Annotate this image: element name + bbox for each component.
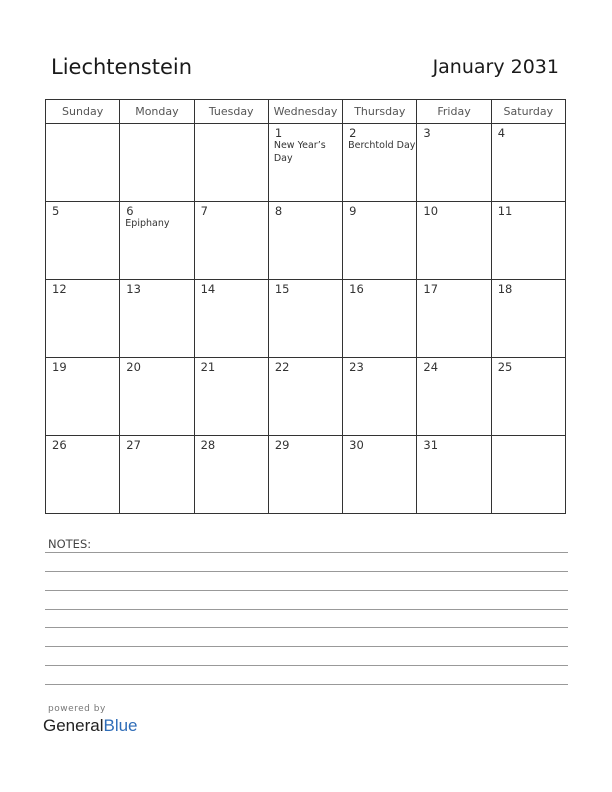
day-number: 8	[274, 204, 283, 218]
day-cell	[343, 124, 417, 202]
day-cell	[491, 280, 565, 358]
day-number: 22	[274, 360, 290, 374]
holiday-label: Epiphany	[125, 218, 170, 229]
calendar-country-title: Liechtenstein	[51, 55, 193, 79]
day-number: 5	[52, 204, 60, 218]
day-cell	[417, 436, 491, 514]
day-cell	[46, 280, 120, 358]
day-number: 19	[52, 360, 67, 374]
logo-blue-text: Blue	[103, 716, 138, 735]
week-row	[46, 202, 566, 280]
day-cell	[417, 280, 491, 358]
day-cell	[491, 202, 565, 280]
day-number: 16	[349, 282, 364, 296]
day-cell	[46, 202, 120, 280]
notes-label: NOTES:	[48, 537, 92, 551]
weekday-header: Saturday	[491, 100, 565, 124]
notes-line	[45, 646, 568, 647]
weekday-header: Sunday	[46, 100, 120, 124]
day-cell	[46, 436, 120, 514]
day-number: 23	[349, 360, 364, 374]
notes-line	[45, 571, 568, 572]
day-cell	[120, 358, 194, 436]
day-cell	[268, 358, 342, 436]
day-cell	[194, 202, 268, 280]
day-number: 21	[200, 360, 216, 374]
notes-line	[45, 609, 568, 610]
day-cell	[417, 202, 491, 280]
day-cell	[343, 202, 417, 280]
holiday-label: Berchtold Day	[348, 140, 416, 151]
day-number: 9	[349, 204, 357, 218]
weekday-header: Thursday	[343, 100, 417, 124]
day-number: 25	[497, 360, 513, 374]
day-number: 12	[52, 282, 67, 296]
day-number: 27	[126, 438, 141, 452]
day-number: 1	[274, 126, 283, 140]
day-cell	[343, 358, 417, 436]
day-cell	[268, 436, 342, 514]
day-number: 7	[200, 204, 208, 218]
day-number: 6	[126, 204, 134, 218]
day-number: 31	[423, 438, 439, 452]
weekday-header: Friday	[417, 100, 491, 124]
day-number: 20	[126, 360, 141, 374]
day-number: 15	[274, 282, 290, 296]
day-cell	[417, 124, 491, 202]
week-row	[46, 436, 566, 514]
day-cell	[46, 124, 120, 202]
day-cell	[491, 358, 565, 436]
day-cell	[120, 280, 194, 358]
day-cell	[194, 124, 268, 202]
day-cell	[343, 436, 417, 514]
notes-line	[45, 590, 568, 591]
day-number: 10	[423, 204, 439, 218]
day-number: 17	[423, 282, 439, 296]
day-number: 26	[52, 438, 67, 452]
day-cell	[343, 280, 417, 358]
notes-line	[45, 627, 568, 628]
calendar-month-title: January 2031	[432, 56, 559, 78]
day-cell	[120, 202, 194, 280]
notes-line	[45, 684, 568, 685]
powered-by-text: powered by	[48, 704, 106, 714]
day-number: 14	[200, 282, 216, 296]
day-number: 4	[497, 126, 506, 140]
week-row	[46, 124, 566, 202]
day-cell	[194, 436, 268, 514]
day-number: 11	[497, 204, 513, 218]
day-cell	[120, 124, 194, 202]
day-number: 18	[497, 282, 513, 296]
day-cell	[268, 202, 342, 280]
notes-line	[45, 665, 568, 666]
week-row	[46, 358, 566, 436]
day-cell	[268, 280, 342, 358]
day-cell	[194, 358, 268, 436]
week-row	[46, 280, 566, 358]
day-cell	[268, 124, 342, 202]
day-number: 3	[423, 126, 431, 140]
holiday-label: New Year’s Day	[273, 140, 326, 164]
day-cell	[417, 358, 491, 436]
day-cell	[194, 280, 268, 358]
day-number: 29	[274, 438, 290, 452]
generalblue-logo[interactable]	[43, 716, 138, 736]
day-number: 30	[349, 438, 364, 452]
day-number: 24	[423, 360, 439, 374]
day-cell	[46, 358, 120, 436]
weekday-header: Wednesday	[268, 100, 342, 124]
day-cell	[491, 124, 565, 202]
weekday-header: Monday	[120, 100, 194, 124]
day-cell	[120, 436, 194, 514]
day-cell	[491, 436, 565, 514]
day-number: 28	[200, 438, 216, 452]
weekday-header-row	[46, 100, 566, 124]
day-number: 2	[349, 126, 357, 140]
logo-general-text: General	[43, 716, 104, 735]
weekday-header: Tuesday	[194, 100, 268, 124]
day-number: 13	[126, 282, 141, 296]
notes-line	[45, 552, 568, 553]
calendar-grid	[45, 99, 566, 514]
